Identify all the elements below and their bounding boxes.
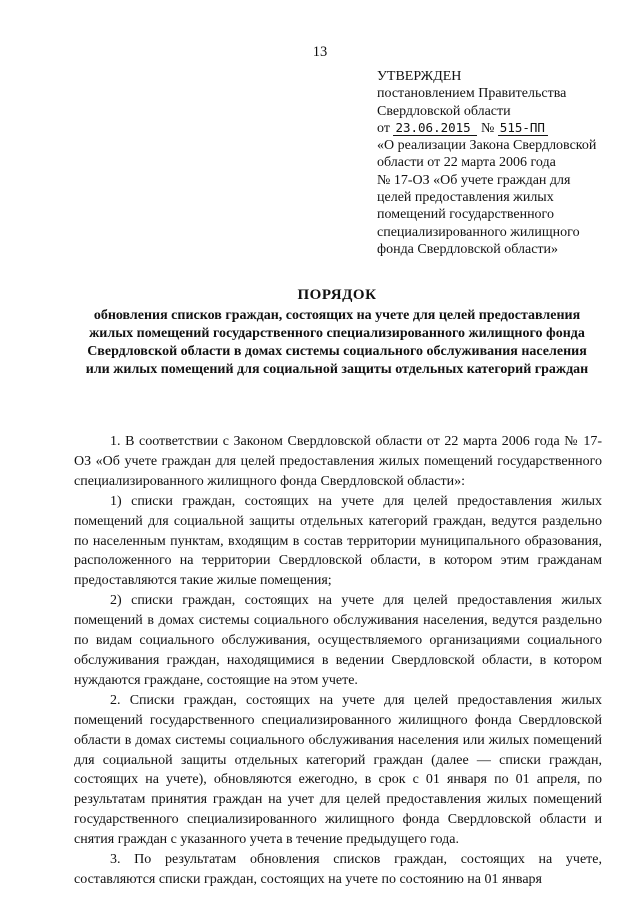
document-body bbox=[74, 432, 602, 890]
approval-number: 515-ПП bbox=[498, 121, 548, 136]
page-number: 13 bbox=[312, 44, 328, 60]
approval-line: области от 22 марта 2006 года bbox=[377, 155, 556, 171]
paragraph: 2) списки граждан, состоящих на учете для целей предоставления жилых помещений в домах системы социального обслуживания населения, ведутся раздельно по видам социального обслуживания, осуществляемого организациями социального обслуживания граждан, находящимися в ведении Свердловской области, в котором нуждаются граждане, состоящие на этом учете. bbox=[74, 593, 602, 688]
paragraph: 1. В соответствии с Законом Свердловской области от 22 марта 2006 года № 17-ОЗ «Об учете граждан для целей предоставления жилых помещений государственного специализированного жилищного фонда Свердловской области»: bbox=[74, 434, 602, 489]
approval-block bbox=[377, 68, 627, 258]
approval-line: фонда Свердловской области» bbox=[377, 241, 559, 257]
approval-line: № 17-ОЗ «Об учете граждан для bbox=[377, 172, 571, 188]
document-subtitle: обновления списков граждан, состоящих на учете для целей предоставления жилых помещений государственного специализированного жилищного фонда Свердловской области в домах системы социального обслуживания населения или жилых помещений для социальной защиты отдельных категорий граждан bbox=[85, 308, 589, 377]
document-heading bbox=[78, 286, 596, 379]
approval-date-line bbox=[377, 120, 627, 137]
paragraph: 2. Списки граждан, состоящих на учете для целей предоставления жилых помещений государственного специализированного жилищного фонда Свердловской области в домах системы социального обслуживания населения или жилых помещений для социальной защиты отдельных категорий граждан (далее — списки граждан, состоящих на учете), обновляются ежегодно, в срок с 01 января по 01 апреля, по результатам принятия граждан на учет для целей предоставления жилых помещений государственного специализированного жилищного фонда Свердловской области и снятия граждан с указанного учета в течение предыдущего года. bbox=[74, 692, 602, 848]
approval-line: «О реализации Закона Свердловской bbox=[377, 138, 597, 154]
approval-line: специализированного жилищного bbox=[377, 224, 580, 240]
approval-line: помещений государственного bbox=[377, 207, 554, 223]
paragraph: 1) списки граждан, состоящих на учете для целей предоставления жилых помещений для социальной защиты отдельных категорий граждан, ведутся раздельно по населенным пунктам, входящим в состав территории муниципального образования, расположенного на территории Свердловской области, в котором этим гражданам предоставляются такие жилые помещения; bbox=[74, 493, 602, 589]
approval-line: постановлением Правительства bbox=[377, 86, 567, 102]
approval-line: Свердловской области bbox=[377, 103, 511, 119]
document-title: ПОРЯДОК bbox=[297, 287, 377, 303]
approval-date: 23.06.2015 bbox=[393, 121, 477, 136]
approval-title: УТВЕРЖДЕН bbox=[377, 69, 462, 84]
approval-line: целей предоставления жилых bbox=[377, 190, 554, 206]
date-prefix: от bbox=[377, 120, 390, 136]
paragraph: 3. По результатам обновления списков граждан, состоящих на учете, составляются списки граждан, состоящих на учете по состоянию на 01 января bbox=[74, 852, 602, 887]
number-prefix: № bbox=[480, 120, 495, 136]
